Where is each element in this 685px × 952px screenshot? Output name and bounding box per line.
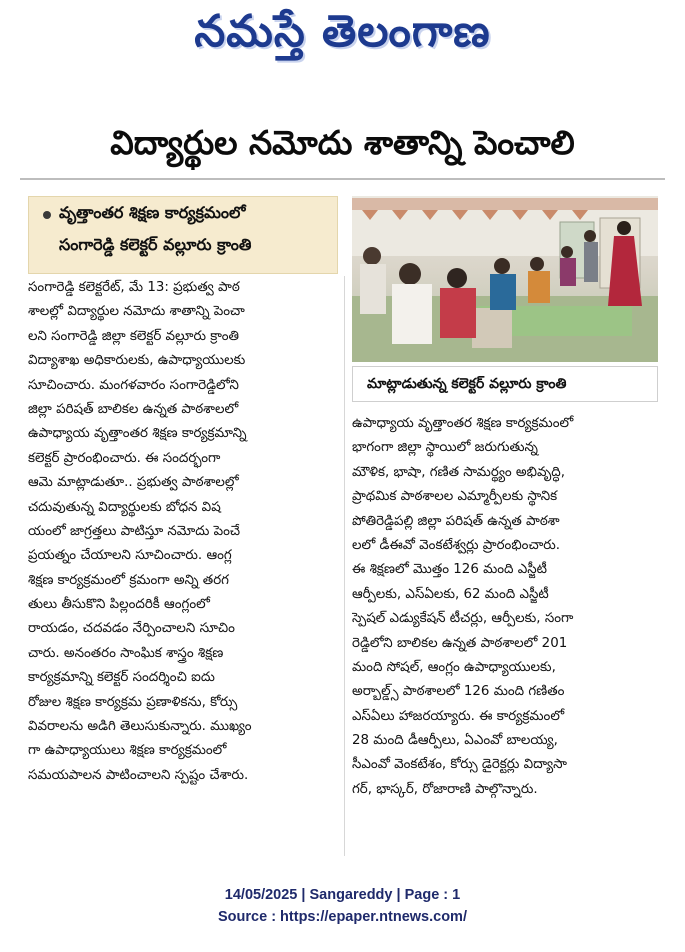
- body-line: ఉపాధ్యాయ వృత్తాంతర శిక్షణ కార్యక్రమంలో: [352, 416, 574, 431]
- body-line: కలెక్టర్ ప్రారంభించారు. ఈ సందర్భంగా: [28, 450, 221, 466]
- body-line: పోతిరెడ్డిపల్లి జిల్లా పరిషత్ ఉన్నత పాఠశా: [352, 513, 560, 529]
- body-line: గా ఉపాధ్యాయులు శిక్షణ కార్యక్రమంలో: [28, 743, 227, 759]
- subhead-line-1: వృత్తాంతర శిక్షణ కార్యక్రమంలో: [59, 203, 246, 222]
- page-footer: [0, 884, 685, 928]
- body-line: జిల్లా పరిషత్ బాలికల ఉన్నత పాఠశాలలో: [28, 401, 239, 417]
- article-body-right: [352, 412, 658, 802]
- masthead: [0, 0, 685, 82]
- body-line: భాగంగా జిల్లా స్థాయిలో జరుగుతున్న: [352, 440, 538, 456]
- bullet-icon: [43, 211, 51, 219]
- newspaper-logo: నమస్తే తెలంగాణ: [194, 6, 491, 57]
- body-line: చదువుతున్న విద్యార్థులకు బోధన విష: [28, 499, 221, 515]
- body-line: మంది సోషల్, ఆంగ్లం ఉపాధ్యాయులకు,: [352, 659, 556, 675]
- photo-caption-text: మాట్లాడుతున్న కలెక్టర్ వల్లూరు క్రాంతి: [367, 376, 567, 392]
- photo-caption: [352, 366, 658, 402]
- body-line: ఆమె మాట్లాడుతూ.. ప్రభుత్వ పాఠశాలల్లో: [28, 475, 239, 491]
- body-line: మౌళిక, భాషా, గణిత సామర్థ్యం అభివృద్ధి,: [352, 464, 565, 480]
- body-line: ఎస్ఏలు హాజరయ్యారు. ఈ కార్యక్రమంలో: [352, 708, 565, 724]
- source-link[interactable]: Source : https://epaper.ntnews.com/: [218, 909, 467, 925]
- body-line: స్పెషల్ ఎడ్యుకేషన్ టీచర్లు, ఆర్పీలకు, సంగా: [352, 611, 574, 627]
- body-line: వివరాలను అడిగి తెలుసుకున్నారు. ముఖ్యం: [28, 719, 252, 735]
- body-line: కార్యక్రమాన్ని కలెక్టర్ సందర్శించి ఐదు: [28, 670, 215, 686]
- body-line: యంలో జాగ్రత్తలు పాటిస్తూ నమోదు పెంచే: [28, 523, 241, 539]
- body-line: ఆర్పీలకు, ఎస్ఏలకు, 62 మంది ఎస్జీటీ: [352, 586, 549, 602]
- body-line: లని సంగారెడ్డి జిల్లా కలెక్టర్ వల్లూరు క్రాంతి: [28, 328, 240, 344]
- body-line: సమయపాలన పాటించాలని స్పష్టం చేశారు.: [28, 767, 249, 783]
- body-line: లలో డీఈవో వెంకటేశ్వర్లు ప్రారంభించారు.: [352, 537, 561, 553]
- body-line: రెడ్డిలోని బాలికల ఉన్నత పాఠశాలలో 201: [352, 635, 568, 651]
- body-line: గర్, భాస్కర్, రోజారాణి పాల్గొన్నారు.: [352, 781, 538, 797]
- body-line: శిక్షణ కార్యక్రమంలో క్రమంగా అన్ని తరగ: [28, 572, 229, 588]
- body-line: రాయడం, చదవడం నేర్పించాలని సూచిం: [28, 621, 235, 637]
- body-line: చారు. అనంతరం సాంఘిక శాస్త్రం శిక్షణ: [28, 645, 224, 661]
- edition-meta: 14/05/2025 | Sangareddy | Page : 1: [224, 887, 461, 903]
- body-line: సంగారెడ్డి కలెక్టరేట్, మే 13: ప్రభుత్వ పాఠ: [28, 280, 240, 295]
- body-line: ఉపాధ్యాయ వృత్తాంతర శిక్షణ కార్యక్రమాన్ని: [28, 426, 247, 442]
- article-subhead-box: [28, 196, 338, 274]
- subhead-line-2: సంగారెడ్డి కలెక్టర్ వల్లూరు క్రాంతి: [59, 235, 252, 254]
- body-line: ఈ శిక్షణలో మొత్తం 126 మంది ఎస్జీటీ: [352, 562, 548, 578]
- body-line: రోజుల శిక్షణ కార్యక్రమ ప్రణాళికను, కోర్సు: [28, 694, 238, 710]
- body-line: సూచించారు. మంగళవారం సంగారెడ్డిలోని: [28, 377, 239, 393]
- article-photo: [352, 196, 658, 362]
- body-line: ప్రయత్నం చేయాలని సూచించారు. ఆంగ్ల: [28, 548, 232, 564]
- column-divider: [344, 276, 345, 856]
- article-body-left: [28, 276, 334, 788]
- body-line: సీఎంవో వెంకటేశం, కోర్సు డైరెక్టర్లు విద్యాసా: [352, 757, 567, 773]
- body-line: అర్బాల్డ్స్ పాఠశాలలో 126 మంది గణితం: [352, 684, 565, 700]
- body-line: 28 మంది డీఆర్పీలు, ఏఎంవో బాలయ్య,: [352, 733, 558, 749]
- body-line: విద్యాశాఖ అధికారులకు, ఉపాధ్యాయులకు: [28, 353, 246, 369]
- body-line: తులు తీసుకొని పిల్లందరికీ ఆంగ్లంలో: [28, 597, 210, 613]
- news-clipping: [20, 108, 665, 868]
- body-line: శాలల్లో విద్యార్థుల నమోదు శాతాన్ని పెంచా: [28, 304, 245, 320]
- body-line: ప్రాథమిక పాఠశాలల ఎమ్మార్పీలకు స్థానిక: [352, 489, 558, 505]
- article-headline: విద్యార్థుల నమోదు శాతాన్ని పెంచాలి: [20, 108, 665, 180]
